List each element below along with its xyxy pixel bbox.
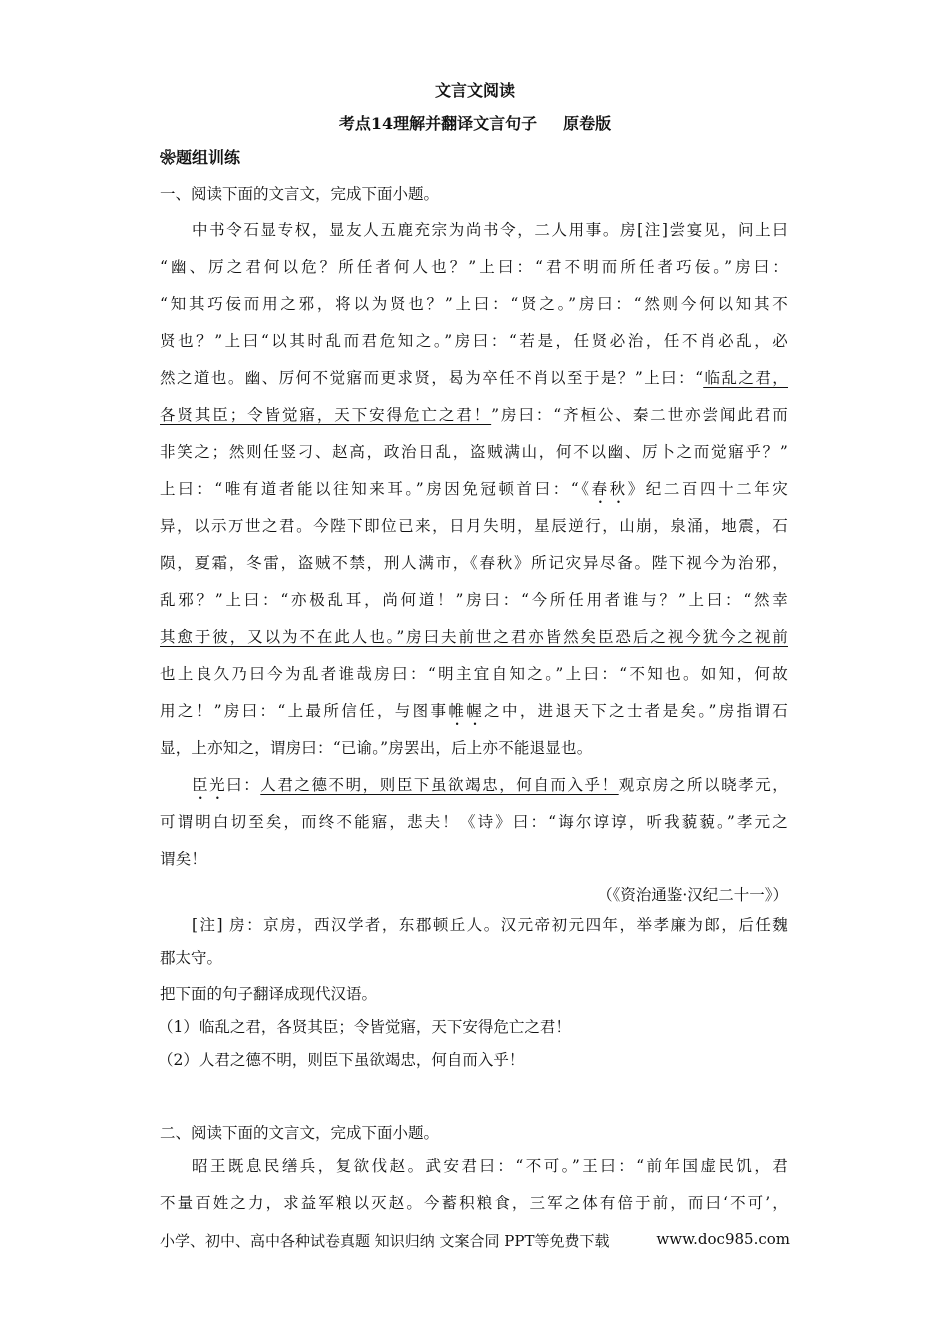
question-2-heading: 二、阅读下面的文言文，完成下面小题。 — [160, 1124, 440, 1142]
emphasized-word-chunqiu: 《春秋》 — [578, 480, 646, 498]
section-label: ❀题组训练 — [160, 148, 241, 167]
passage1-line: 中书令石显专权，显友人五鹿充宗为尚书令，二人用事。房[注]尝宴见，问上曰 — [192, 221, 788, 239]
passage1-line — [160, 403, 788, 425]
passage1-line: 可谓明白切至矣，而终不能寤，悲夫！《诗》曰：“诲尔谆谆，听我藐藐。”孝元之 — [160, 813, 788, 831]
underlined-sentence-1-start: 临乱之君， — [703, 369, 788, 387]
passage1-text: 用之！”房曰：“上最所信任，与图事 — [160, 702, 449, 720]
passage1-text: 之中，进退天下之士者是矣。”房指谓石 — [484, 702, 789, 720]
passage1-line-wavy: 其愈于彼，又以为不在此人也。”房曰夫前世之君亦皆然矣臣恐后之视今犹今之视前 — [160, 628, 788, 646]
passage1-line: 非笑之；然则任竖刁、赵高，政治日乱，盗贼满山，何不以幽、厉卜之而觉寤乎？” — [160, 443, 788, 461]
passage1-text: 纪二百四十二年灾 — [645, 480, 788, 498]
passage1-line: 陨，夏霜，冬雷，盗贼不禁，刑人满市，《春秋》所记灾异尽备。陛下视今为治邪， — [160, 554, 788, 572]
passage1-line: “幽、厉之君何以危？所任者何人也？”上曰：“君不明而所任者巧佞。”房曰： — [160, 258, 788, 276]
translation-item-2: （2）人君之德不明，则臣下虽欲竭忠，何自而入乎！ — [158, 1051, 525, 1069]
emphasized-word-chenguang: 臣光 — [192, 776, 227, 794]
underlined-sentence-1-end: 各贤其臣；令皆觉寤，天下安得危亡之君！ — [160, 406, 492, 424]
translation-item-1: （1）临乱之君，各贤其臣；令皆觉寤，天下安得危亡之君！ — [158, 1018, 571, 1036]
footer-text: 小学、初中、高中各种试卷真题 知识归纳 文案合同 PPT等免费下载 — [160, 1232, 610, 1250]
passage1-line: 谓矣！ — [160, 850, 208, 868]
passage1-line: 乱邪？”上曰：“亦极乱耳，尚何道！”房曰：“今所任用者谁与？”上曰：“然幸 — [160, 591, 788, 609]
passage1-text: 然之道也。幽、厉何不觉寤而更求贤，曷为卒任不肖以至于是？”上曰：“ — [160, 369, 704, 387]
passage1-text: 曰： — [226, 776, 261, 794]
page-footer — [160, 1230, 790, 1251]
page-title: 文言文阅读 — [434, 81, 515, 100]
passage1-line: 异，以示万世之君。今陛下即位已来，日月失明，星辰逆行，山崩，泉涌，地震，石 — [160, 517, 788, 535]
passage1-text: 观京房之所以晓孝元， — [618, 776, 788, 794]
emphasized-word-weiwo: 帷幄 — [448, 702, 485, 720]
page-subtitle — [0, 111, 950, 134]
passage2-line: 不量百姓之力，求益军粮以灭赵。今蓄积粮食，三军之体有倍于前，而曰‘不可’， — [160, 1194, 788, 1212]
passage1-text: 上曰：“唯有道者能以往知来耳。”房因免冠顿首曰：“ — [160, 480, 579, 498]
passage1-line: 贤也？”上曰“以其时乱而君危知之。”房曰：“若是，任贤必治，任不肖必乱，必 — [160, 332, 788, 350]
footer-url[interactable]: www.doc985.com — [656, 1230, 790, 1248]
annotation-line: 郡太守。 — [160, 949, 223, 967]
passage1-line — [160, 477, 788, 507]
translation-instruction: 把下面的句子翻译成现代汉语。 — [160, 985, 378, 1003]
passage1-line: “知其巧佞而用之邪，将以为贤也？”上曰：“贤之。”房曰：“然则今何以知其不 — [160, 295, 788, 313]
annotation-line: [注] 房：京房，西汉学者，东郡顿丘人。汉元帝初元四年，举孝廉为郎，后任魏 — [192, 916, 788, 934]
subtitle-topic: 考点14理解并翻译文言句子 — [338, 114, 538, 133]
passage1-line: 显，上亦知之，谓房曰：“已谕。”房罢出，后上亦不能退显也。 — [160, 739, 593, 757]
passage2-line: 昭王既息民缮兵，复欲伐赵。武安君曰：“不可。”王曰：“前年国虚民饥，君 — [192, 1157, 788, 1175]
passage1-line — [160, 366, 788, 388]
passage1-line — [192, 773, 788, 803]
source-citation: （《资治通鉴·汉纪二十一》） — [597, 886, 788, 904]
subtitle-version: 原卷版 — [563, 114, 612, 133]
passage1-line — [160, 699, 788, 729]
question-1-heading: 一、阅读下面的文言文，完成下面小题。 — [160, 185, 440, 203]
passage1-text: ”房曰：“齐桓公、秦二世亦尝闻此君而 — [491, 406, 788, 424]
underlined-sentence-2: 人君之德不明，则臣下虽欲竭忠，何自而入乎！ — [260, 776, 619, 794]
passage1-line: 也上良久乃曰今为乱者谁哉房曰：“明主宜自知之。”上曰：“不知也。如知，何故 — [160, 665, 788, 683]
